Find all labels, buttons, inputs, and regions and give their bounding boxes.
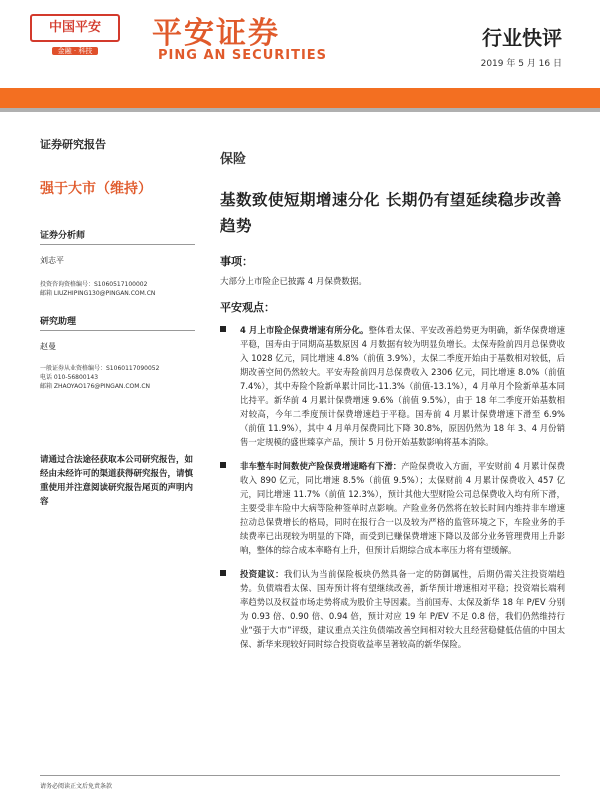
- sector-title: 保险: [220, 152, 247, 167]
- footer-divider: [40, 775, 560, 776]
- list-item: [220, 459, 565, 557]
- bullet-text: 我们认为当前保险板块仍然具备一定的防御属性，后期仍需关注投资端趋势。负债端看太保、国寿预计将有望继续改善，新华预计增速相对平稳；投资端长端利率趋势以及权益市场走势将成为股价主导因素。当前国寿、太保及新华 18 年 P/EV 分别为 0.93 倍、0.90 倍、0.94 倍，预计对应 19 年 P/EV 不足 0.8 倍，我们仍然维持行业“强于大市”评级，建议重点关注负债端改善空间相对较大且经营稳健低估值的中国太保、新华来现较好同时综合投资收益率呈著较高的新华保险。: [240, 569, 566, 649]
- industry-rating: 强于大市（维持）: [40, 181, 152, 197]
- bullet-lead: 非车整车时间数使产险保费增速略有下滑：: [240, 461, 402, 471]
- main-content: [220, 148, 565, 651]
- bullet-square-icon: [220, 462, 226, 468]
- view-heading: 平安观点：: [220, 301, 275, 314]
- footer-text: 请务必阅读正文后免责条款: [40, 783, 113, 790]
- assistant-phone: 电话 010-56800143: [40, 374, 99, 381]
- analyst-heading: 证券分析师: [40, 228, 195, 245]
- sidebar: [40, 136, 195, 509]
- event-text: 大部分上市险企已披露 4 月保费数据。: [220, 277, 367, 287]
- analyst-name: 刘志平: [40, 256, 64, 265]
- assistant-heading: 研究助理: [40, 314, 195, 331]
- page-header: [0, 0, 600, 88]
- analyst-license: 投资咨询资格编号：S1060517100002: [40, 281, 148, 288]
- report-type: 证券研究报告: [40, 138, 106, 151]
- logo-tags: 金融 · 科技: [52, 47, 99, 55]
- bullet-square-icon: [220, 570, 226, 576]
- doc-type: 行业快评: [482, 26, 562, 50]
- assistant-name: 赵曼: [40, 342, 56, 351]
- list-item: [220, 323, 565, 449]
- report-title: 基数致使短期增速分化 长期仍有望延续稳步改善趋势: [220, 191, 562, 235]
- bullet-lead: 投资建议：: [240, 569, 284, 579]
- brand-name-cn: 平安证券: [152, 16, 280, 51]
- logo-text: 中国平安: [30, 14, 120, 42]
- header-divider: [0, 108, 600, 112]
- brand-name-en: PING AN SECURITIES: [158, 48, 328, 63]
- header-accent-bar: [0, 88, 600, 108]
- analyst-email: 邮箱 LIUZHIPING130@PINGAN.COM.CN: [40, 290, 156, 297]
- bullet-text: 整体看太保、平安改善趋势更为明确，新华保费增速平稳，国寿由于同期高基数原因 4 月数据有较为明显负增长。太保寿险前四月总保费收入 1028 亿元，同比增速 4.8%（前值 3.9%），太保二季度开始由于基数相对较低，后期改善空间仍然较大。平安寿险前四月总保费收入 2306 亿元，同比增速 8.0%（前值 7.4%），其中寿险个险新单累计同比-11.3%（前值-13.1%），4 月单月个险新单基本同比持平。新华前 4 月累计保费增速 9.6%（前值 9.5%），由于 18 年二季度开始基数相对较高，今年二季度预计保费增速趋于平稳。国寿前 4 月累计保费增速下滑至 6.9%（前值 11.9%），其中 4 月单月保费同比下降 30.8%，原因仍然为 18 年 3、4 月份销售一定规模的盛世臻享产品，预计 5 月份开始基数影响将基本消除。: [240, 325, 565, 447]
- bullet-square-icon: [220, 326, 226, 332]
- event-heading: 事项：: [220, 255, 253, 268]
- bullet-text: 产险保费收入方面，平安财前 4 月累计保费收入 890 亿元，同比增速 8.5%（前值 9.5%）；太保财前 4 月累计保费收入 457 亿元，同比增速 11.7%（前值 12.3%），预计其他大型财险公司总保费收入均有所下滑，主要受非车险中大病等险种签单时点影响。产险业务仍然将在较长时间内维持非车增速拉动总保费增长的格局，同时在报行合一以及较为严格的监管环境之下，车险业务的手续费率已出现较为明显的下降，而受到已赚保费增速下降以及部分业务管理费用上升影响，整体的综合成本率略有上升，但预计后期综合成本率压力将有望缓解。: [240, 461, 565, 555]
- disclaimer-note: 请通过合法途径获取本公司研究报告，如经由未经许可的渠道获得研究报告，请慎重使用并注意阅读研究报告尾页的声明内容: [40, 455, 194, 507]
- list-item: [220, 567, 565, 651]
- assistant-email: 邮箱 ZHAOYAO176@PINGAN.COM.CN: [40, 383, 150, 390]
- doc-date: 2019 年 5 月 16 日: [480, 59, 562, 69]
- bullet-lead: 4 月上市险企保费增速有所分化。: [240, 325, 369, 335]
- pingan-logo: [30, 14, 120, 62]
- assistant-license: 一般证券从业资格编号：S1060117090052: [40, 365, 160, 372]
